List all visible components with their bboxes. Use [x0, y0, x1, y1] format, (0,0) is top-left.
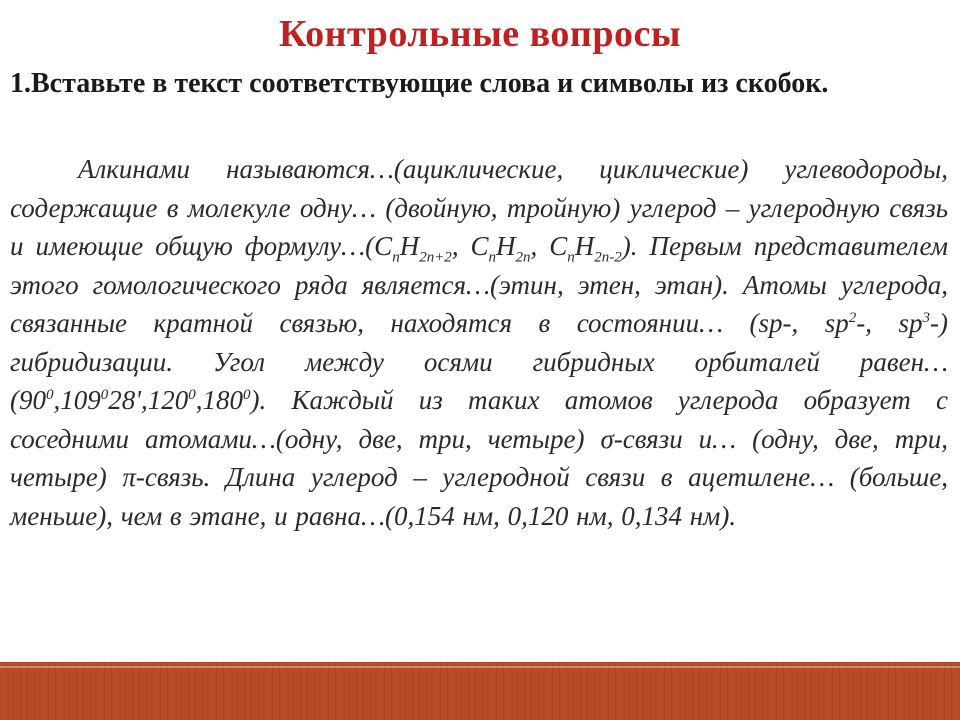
formula2-subscript-h: 2n [515, 249, 531, 266]
formula1-subscript-h: 2n+2 [419, 249, 452, 266]
text-part-4: -) гибридизации. Угол между осями гибридных орбиталей равен…(90 [10, 308, 948, 415]
text-part-1: Алкинами называются…(ациклические, циклические) углеводороды, содержащие в молекуле одну… (двойную, тройную) углерод – углеродную связь и имеющие общую формулу…(C [10, 154, 948, 261]
footer-divider-line [0, 666, 960, 668]
formula3-subscript-h: 2n-2 [594, 249, 622, 266]
formula3-h: H [574, 231, 595, 261]
formula-separator-1: , C [451, 231, 489, 261]
slide-title: Контрольные вопросы [279, 13, 681, 55]
formula-separator-2: , C [530, 231, 568, 261]
formula1-subscript-n: n [392, 249, 400, 266]
text-part-8: ). Каждый из таких атомов углерода образует с соседними атомами…(одну, две, три, четыре) σ-связи и… (одну, две, три, четыре) π-связь. Длина углерод – углеродной связи в ацетилене… (больше, меньше), чем в этане, и равна…(0,154 нм, 0,120 нм, 0,134 нм). [10, 385, 948, 531]
text-part-2: ). Первым представителем этого гомологического ряда является…(этин, этен, этан). Атомы углерода, связанные кратной связью, находятся в состоянии… (sp-, sp [10, 231, 948, 338]
degree-superscript-1: 0 [46, 387, 54, 403]
formula3-subscript-n: n [567, 249, 575, 266]
sp2-superscript: 2 [848, 310, 857, 326]
question-heading: 1.Вставьте в текст соответствующие слова и символы из скобок. [10, 68, 829, 99]
formula1-h: H [399, 231, 420, 261]
footer-decorative-band [0, 662, 960, 720]
formula2-h: H [496, 231, 516, 261]
degree-superscript-3: 0 [188, 387, 196, 403]
degree-superscript-4: 0 [243, 387, 251, 403]
degree-superscript-2: 0 [100, 387, 109, 403]
question-body-text [10, 150, 948, 535]
text-part-3: -, sp [856, 308, 923, 338]
footer-stripe-pattern [0, 662, 960, 720]
sp3-superscript: 3 [922, 310, 931, 326]
text-part-5: ,109 [53, 385, 101, 415]
text-part-6: 28',120 [108, 385, 189, 415]
text-part-7: ,180 [195, 385, 244, 415]
formula2-subscript-n: n [488, 249, 497, 266]
